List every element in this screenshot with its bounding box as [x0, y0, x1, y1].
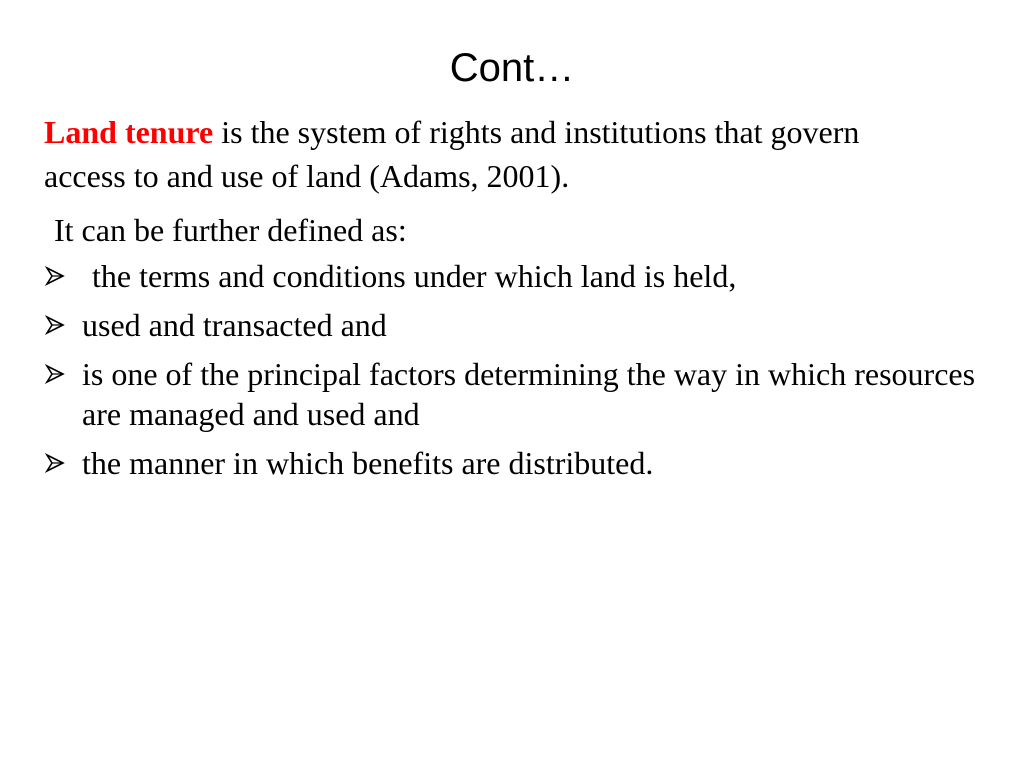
arrowhead-bullet-icon — [44, 452, 66, 474]
arrowhead-bullet-icon — [44, 265, 66, 287]
bullet-item — [44, 354, 984, 434]
bullet-item — [44, 256, 984, 296]
definition-paragraph — [44, 110, 944, 198]
slide-title: Cont… — [449, 46, 575, 90]
bullet-text: the terms and conditions under which land is held, — [92, 258, 737, 294]
bullet-item — [44, 305, 984, 345]
arrowhead-bullet-icon — [44, 363, 66, 385]
bullet-text: is one of the principal factors determining the way in which resources are managed and used and — [82, 356, 976, 432]
bullet-list — [44, 256, 984, 492]
arrowhead-bullet-icon — [44, 314, 66, 336]
definition-text: is the system of rights and institutions that govern access to and use of land (Adams, 2001). — [44, 114, 860, 194]
intro-text: It can be further defined as: — [54, 212, 407, 248]
bullet-text: the manner in which benefits are distributed. — [82, 445, 654, 481]
bullet-text: used and transacted and — [82, 307, 387, 343]
bullet-item — [44, 443, 984, 483]
defined-term: Land tenure — [44, 114, 214, 150]
